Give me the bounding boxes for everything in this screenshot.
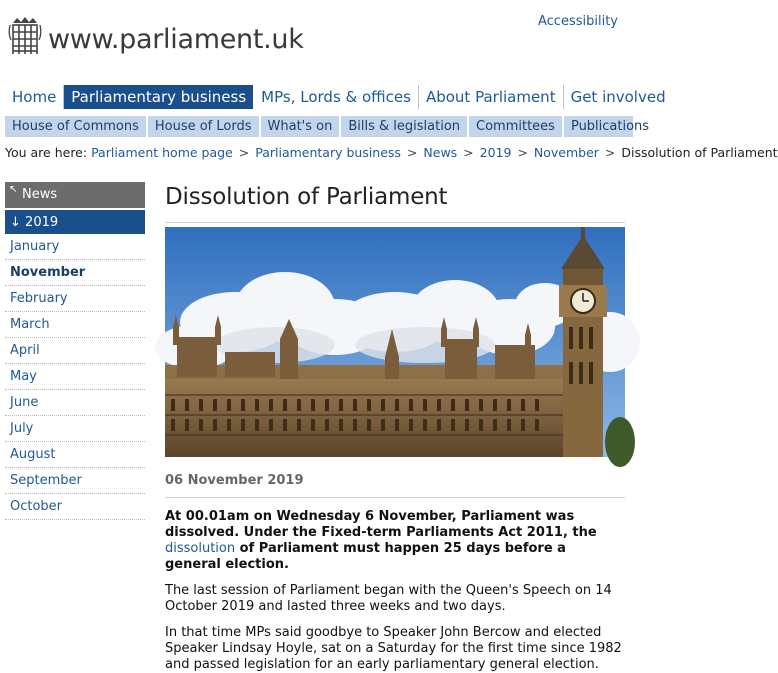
- accessibility-link[interactable]: Accessibility: [538, 14, 618, 29]
- sidebar-item-january[interactable]: January: [5, 234, 145, 260]
- sidebar-year[interactable]: [5, 208, 145, 234]
- lead-text-2: of Parliament must happen 25 days before a general election.: [165, 541, 566, 572]
- breadcrumb-separator: >: [406, 145, 418, 160]
- article-paragraph-2: In that time MPs said goodbye to Speaker John Bercow and elected Speaker Lindsay Hoyle, sat on a Saturday for the first time since 1982 and passed legislation for an early parliamentary general election.: [165, 625, 622, 672]
- top-nav-get-involved[interactable]: Get involved: [570, 88, 666, 106]
- top-nav-parliamentary-business[interactable]: Parliamentary business: [64, 85, 253, 109]
- sub-nav-house-of-commons[interactable]: House of Commons: [5, 116, 148, 137]
- title-divider: [165, 222, 625, 223]
- site-header: [0, 0, 633, 80]
- sidebar-section-news[interactable]: [5, 182, 145, 208]
- breadcrumb: [5, 145, 778, 160]
- sidebar-item-july[interactable]: July: [5, 416, 145, 442]
- article: [165, 182, 625, 673]
- sub-nav-committees[interactable]: Committees: [469, 116, 564, 137]
- dissolution-link[interactable]: dissolution: [165, 541, 236, 556]
- site-name-prefix: www.: [48, 24, 120, 55]
- sub-nav-bills-legislation[interactable]: Bills & legislation: [341, 116, 469, 137]
- sidebar-section-label: News: [22, 187, 58, 202]
- sidebar-month-list: [5, 234, 145, 520]
- sidebar-item-february[interactable]: February: [5, 286, 145, 312]
- portcullis-icon[interactable]: [8, 16, 42, 56]
- arrow-up-left-icon: ↖: [9, 184, 18, 195]
- site-name-main: parliament: [119, 24, 264, 55]
- breadcrumb-november[interactable]: November: [533, 145, 599, 160]
- sidebar-item-september[interactable]: September: [5, 468, 145, 494]
- top-nav-home[interactable]: Home: [0, 85, 64, 109]
- arrow-down-icon: ↓: [10, 215, 21, 230]
- sub-nav-house-of-lords[interactable]: House of Lords: [148, 116, 261, 137]
- article-date: 06 November 2019: [165, 473, 304, 488]
- sidebar-item-october[interactable]: October: [5, 494, 145, 520]
- page-title: Dissolution of Parliament: [165, 184, 448, 210]
- breadcrumb-separator: >: [463, 145, 474, 160]
- sub-nav-whats-on[interactable]: What's on: [261, 116, 342, 137]
- sidebar-item-april[interactable]: April: [5, 338, 145, 364]
- sidebar-item-may[interactable]: May: [5, 364, 145, 390]
- lead-text-1: At 00.01am on Wednesday 6 November, Parliament was dissolved. Under the Fixed-term Parliaments Act 2011, the: [165, 509, 597, 540]
- sub-nav: [5, 116, 650, 137]
- breadcrumb-current: Dissolution of Parliament: [621, 145, 778, 160]
- sidebar-item-november[interactable]: November: [5, 260, 145, 286]
- palace-of-westminster-photo: [165, 227, 625, 457]
- article-lead: [165, 509, 625, 573]
- site-name-suffix: .uk: [263, 24, 304, 55]
- breadcrumb-separator: >: [517, 145, 528, 160]
- article-paragraph-1: The last session of Parliament began with the Queen's Speech on 14 October 2019 and lasted three weeks and two days.: [165, 583, 612, 614]
- sidebar-item-march[interactable]: March: [5, 312, 145, 338]
- top-nav-mps-lords-offices[interactable]: MPs, Lords & offices: [254, 85, 419, 109]
- breadcrumb-parliamentary-business[interactable]: Parliamentary business: [255, 145, 401, 160]
- breadcrumb-news[interactable]: News: [423, 145, 458, 160]
- breadcrumb-prefix: You are here:: [5, 145, 88, 160]
- sidebar-item-august[interactable]: August: [5, 442, 145, 468]
- sidebar-item-june[interactable]: June: [5, 390, 145, 416]
- breadcrumb-separator: >: [238, 145, 250, 160]
- sub-nav-publications[interactable]: Publications: [570, 119, 650, 134]
- breadcrumb-parliament-home[interactable]: Parliament home page: [91, 145, 233, 160]
- top-nav: [0, 85, 666, 109]
- date-divider: [165, 497, 625, 498]
- breadcrumb-2019[interactable]: 2019: [479, 145, 512, 160]
- top-nav-about-parliament[interactable]: About Parliament: [419, 85, 564, 109]
- breadcrumb-separator: >: [604, 145, 616, 160]
- site-name[interactable]: [48, 24, 304, 55]
- sidebar-year-label: 2019: [25, 215, 59, 230]
- sidebar: [5, 182, 145, 520]
